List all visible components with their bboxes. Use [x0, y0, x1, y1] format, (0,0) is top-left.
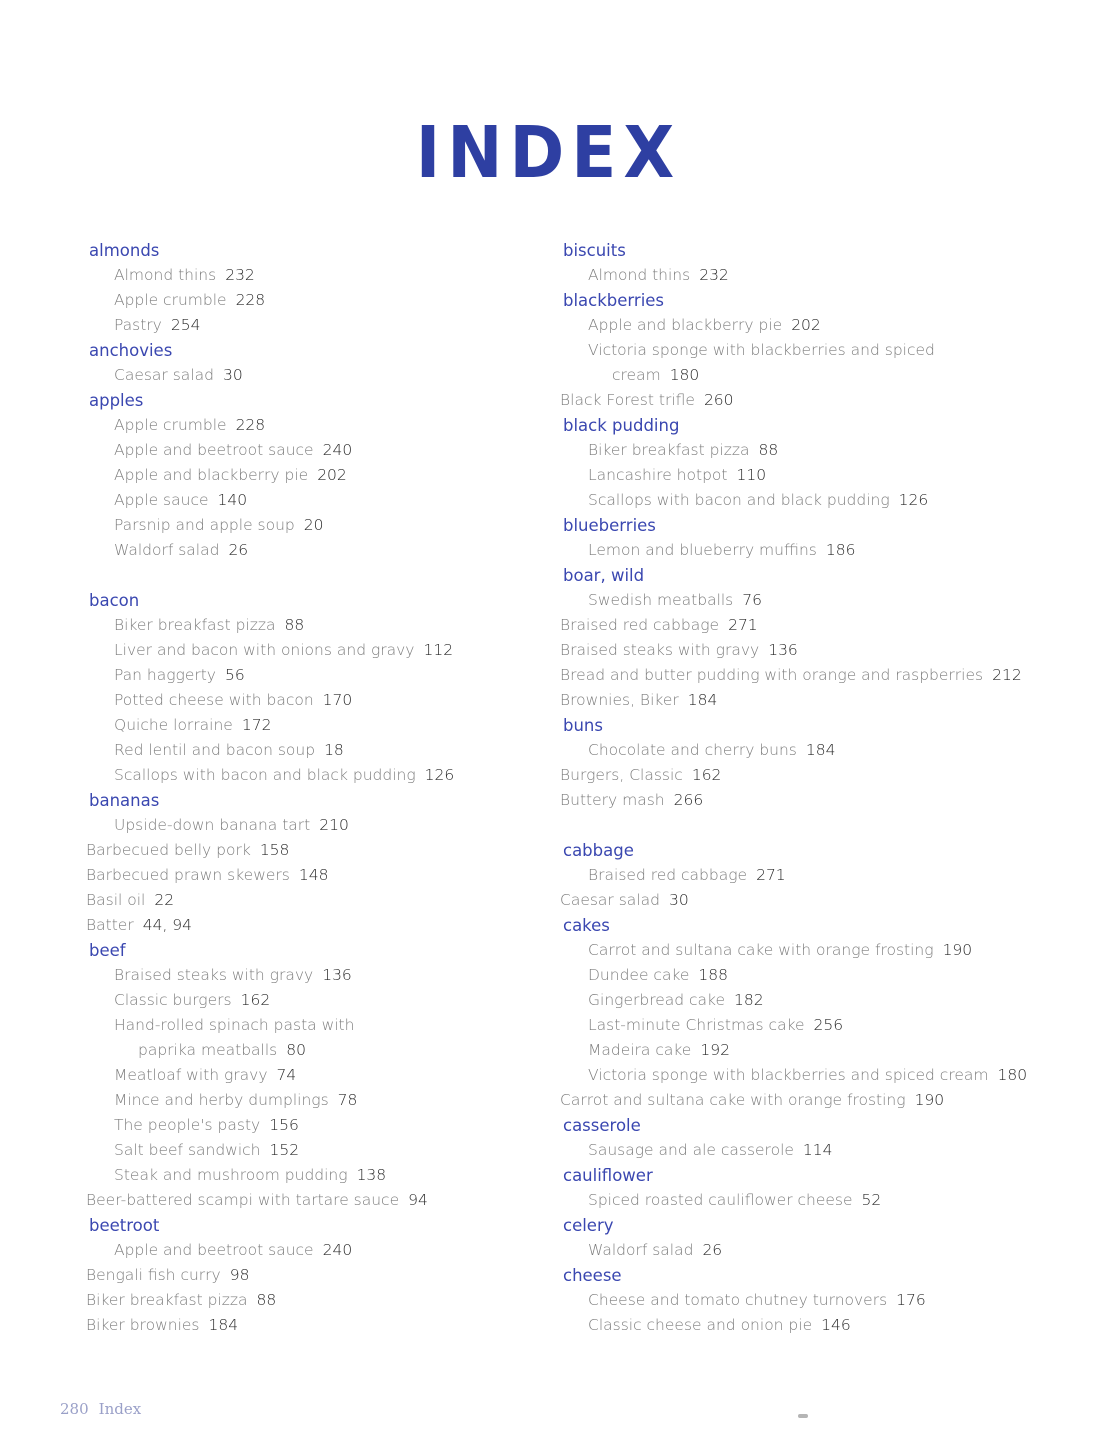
page-ref: 182 [734, 991, 764, 1009]
page-title: INDEX [415, 110, 682, 195]
index-subentry [86, 813, 516, 838]
entry-text: Carrot and sultana cake with orange frosting [560, 1091, 906, 1109]
index-entry [86, 863, 516, 888]
entry-text: Waldorf salad [588, 1241, 694, 1259]
index-subentry-continuation [560, 363, 1000, 388]
index-subentry [86, 688, 516, 713]
index-subentry [86, 763, 516, 788]
page-ref: 136 [322, 966, 352, 984]
index-subentry [560, 963, 1000, 988]
page-ref: 192 [700, 1041, 730, 1059]
index-subentry [86, 488, 516, 513]
index-subentry [86, 463, 516, 488]
entry-text: Upside-down banana tart [114, 816, 311, 834]
index-entry [560, 613, 1000, 638]
entry-text: Liver and bacon with onions and gravy [114, 641, 415, 659]
index-subentry [560, 338, 1000, 363]
index-subentry [560, 488, 1000, 513]
page-ref: 76 [742, 591, 762, 609]
page-ref: 126 [898, 491, 929, 509]
index-subentry [86, 988, 516, 1013]
index-subentry [86, 613, 516, 638]
index-heading [560, 1163, 1000, 1188]
page-ref: 271 [728, 616, 758, 634]
index-heading [560, 413, 1000, 438]
index-subentry [560, 863, 1000, 888]
index-subentry [560, 1238, 1000, 1263]
index-heading [560, 563, 1000, 588]
entry-text: Caesar salad [114, 366, 214, 384]
entry-text: Caesar salad [560, 891, 660, 909]
index-subentry [86, 963, 516, 988]
entry-text: Madeira cake [588, 1041, 692, 1059]
page-ref: 88 [284, 616, 305, 634]
entry-text: Almond thins [114, 266, 217, 284]
entry-text: Braised red cabbage [560, 616, 720, 634]
entry-text: Braised red cabbage [588, 866, 748, 884]
index-subentry [86, 1163, 516, 1188]
index-subentry [560, 1063, 1028, 1088]
entry-text: Biker brownies [86, 1316, 200, 1334]
page-ref: 188 [698, 966, 728, 984]
index-entry [86, 888, 516, 913]
page-ref: 158 [259, 841, 290, 859]
index-entry [560, 788, 1000, 813]
entry-text: Apple and beetroot sauce [114, 1241, 314, 1259]
page-ref: 266 [673, 791, 704, 809]
index-subentry [560, 1313, 1000, 1338]
index-heading [86, 1213, 516, 1238]
index-subentry [86, 1138, 516, 1163]
entry-text: Quiche lorraine [114, 716, 233, 734]
index-entry [86, 1263, 516, 1288]
page-ref: 162 [691, 766, 722, 784]
section-gap [86, 563, 516, 588]
entry-text: biscuits [563, 241, 626, 260]
page-ref: 126 [424, 766, 455, 784]
entry-text: Pastry [114, 316, 162, 334]
index-subentry [560, 538, 1000, 563]
page-ref: 156 [269, 1116, 299, 1134]
entry-text: Scallops with bacon and black pudding [114, 766, 416, 784]
entry-text: cabbage [563, 841, 634, 860]
index-heading [86, 238, 516, 263]
index-column-right [560, 238, 1028, 1338]
entry-text: bananas [89, 791, 160, 810]
index-subentry [560, 1038, 1000, 1063]
index-heading [560, 513, 1000, 538]
index-subentry [86, 713, 516, 738]
entry-text: Meatloaf with gravy [114, 1066, 268, 1084]
index-heading [86, 938, 516, 963]
index-heading [560, 1213, 1000, 1238]
entry-text: blueberries [563, 516, 656, 535]
entry-text: blackberries [563, 291, 665, 310]
entry-text: Swedish meatballs [588, 591, 734, 609]
index-heading [560, 288, 1000, 313]
index-subentry [560, 1288, 1000, 1313]
page-ref: 186 [825, 541, 856, 559]
page-ref: 184 [687, 691, 718, 709]
entry-text: cheese [563, 1266, 622, 1285]
page-ref: 240 [322, 1241, 353, 1259]
index-entry [560, 663, 1022, 688]
index-entry [560, 388, 1000, 413]
page-ref: 30 [668, 891, 689, 909]
index-subentry [560, 738, 1000, 763]
page-ref: 212 [992, 666, 1022, 684]
index-subentry [560, 263, 1000, 288]
entry-text: Salt beef sandwich [114, 1141, 261, 1159]
footer-label: Index [98, 1400, 142, 1418]
entry-text: Beer-battered scampi with tartare sauce [86, 1191, 400, 1209]
entry-text: Pan haggerty [114, 666, 216, 684]
page-ref: 184 [208, 1316, 239, 1334]
page-ref: 112 [423, 641, 454, 659]
entry-text: beetroot [89, 1216, 160, 1235]
page-ref: 210 [319, 816, 349, 834]
entry-text: Carrot and sultana cake with orange frosting [588, 941, 934, 959]
entry-text: Victoria sponge with blackberries and spiced [588, 341, 935, 359]
entry-text: Bengali fish curry [86, 1266, 221, 1284]
page-ref: 98 [229, 1266, 250, 1284]
entry-text: Bread and butter pudding with orange and raspberries [560, 666, 984, 684]
page-ref: 136 [768, 641, 798, 659]
entry-text: Sausage and ale casserole [588, 1141, 794, 1159]
index-subentry [560, 463, 1000, 488]
page-ref: 240 [322, 441, 353, 459]
page-ref: 180 [997, 1066, 1028, 1084]
index-subentry [86, 738, 516, 763]
index-subentry [86, 1113, 516, 1138]
page-ref: 232 [225, 266, 255, 284]
index-subentry [86, 288, 516, 313]
entry-text: Victoria sponge with blackberries and spiced cream [588, 1066, 989, 1084]
entry-text: Braised steaks with gravy [560, 641, 760, 659]
entry-text: Brownies, Biker [560, 691, 679, 709]
index-heading [560, 238, 1000, 263]
entry-text: black pudding [563, 416, 680, 435]
index-heading [86, 588, 516, 613]
entry-text: Apple and blackberry pie [114, 466, 309, 484]
entry-text: Apple and blackberry pie [588, 316, 783, 334]
page-ref: 110 [736, 466, 767, 484]
index-column-left [86, 238, 516, 1338]
entry-text: cauliflower [563, 1166, 653, 1185]
entry-text: The people's pasty [114, 1116, 261, 1134]
entry-text: bacon [89, 591, 140, 610]
entry-text: Apple and beetroot sauce [114, 441, 314, 459]
index-heading [86, 788, 516, 813]
entry-text: Steak and mushroom pudding [114, 1166, 348, 1184]
entry-text: casserole [563, 1116, 641, 1135]
entry-text: Biker breakfast pizza [588, 441, 750, 459]
entry-text: Almond thins [588, 266, 691, 284]
index-subentry [86, 638, 516, 663]
entry-text: Mince and herby dumplings [114, 1091, 329, 1109]
page-ref: 78 [337, 1091, 358, 1109]
page-ref: 20 [303, 516, 324, 534]
page-ref: 114 [802, 1141, 833, 1159]
page-ref: 202 [791, 316, 821, 334]
page-ref: 148 [298, 866, 329, 884]
page-ref: 256 [813, 1016, 844, 1034]
page-ref: 271 [756, 866, 786, 884]
index-subentry-continuation [86, 1038, 516, 1063]
index-subentry [560, 1013, 1000, 1038]
entry-text: almonds [89, 241, 160, 260]
entry-text: Buttery mash [560, 791, 665, 809]
page-ref: 180 [669, 366, 700, 384]
index-subentry [560, 588, 1000, 613]
page-ref: 94 [408, 1191, 428, 1209]
entry-text: Apple crumble [114, 291, 227, 309]
entry-text: cream [612, 366, 661, 384]
page-ref: 254 [170, 316, 201, 334]
page-ref: 162 [240, 991, 271, 1009]
page-ref: 232 [699, 266, 729, 284]
entry-text: Biker breakfast pizza [86, 1291, 248, 1309]
page-ref: 172 [241, 716, 272, 734]
entry-text: Potted cheese with bacon [114, 691, 314, 709]
page-ref: 184 [805, 741, 836, 759]
page-ref: 52 [861, 1191, 882, 1209]
page-ref: 140 [217, 491, 248, 509]
index-heading [560, 1263, 1000, 1288]
entry-text: Lemon and blueberry muffins [588, 541, 817, 559]
page-ref: 138 [356, 1166, 387, 1184]
page-ref: 88 [758, 441, 779, 459]
index-subentry [560, 438, 1000, 463]
index-entry [560, 763, 1000, 788]
index-subentry [560, 938, 1000, 963]
page-ref: 228 [235, 291, 266, 309]
page-ref: 176 [896, 1291, 926, 1309]
index-heading [560, 838, 1000, 863]
entry-text: Red lentil and bacon soup [114, 741, 316, 759]
page-ref: 26 [702, 1241, 723, 1259]
page-footer [60, 1400, 141, 1418]
entry-text: Braised steaks with gravy [114, 966, 314, 984]
index-subentry [86, 663, 516, 688]
entry-text: Cheese and tomato chutney turnovers [588, 1291, 888, 1309]
entry-text: Scallops with bacon and black pudding [588, 491, 890, 509]
index-subentry [86, 1088, 516, 1113]
index-subentry [86, 538, 516, 563]
entry-text: Gingerbread cake [588, 991, 726, 1009]
entry-text: Apple sauce [114, 491, 209, 509]
index-subentry [86, 1013, 516, 1038]
page-ref: 18 [324, 741, 344, 759]
entry-text: Dundee cake [588, 966, 690, 984]
page-ref: 146 [821, 1316, 851, 1334]
index-entry [86, 1188, 516, 1213]
index-heading [560, 713, 1000, 738]
index-subentry [86, 363, 516, 388]
page-ref: 56 [224, 666, 245, 684]
page-ref: 22 [154, 891, 175, 909]
entry-text: paprika meatballs [138, 1041, 278, 1059]
index-subentry [86, 1238, 516, 1263]
index-subentry [86, 513, 516, 538]
entry-text: Lancashire hotpot [588, 466, 728, 484]
entry-text: Waldorf salad [114, 541, 220, 559]
entry-text: Basil oil [86, 891, 146, 909]
page-ref: 152 [269, 1141, 300, 1159]
entry-text: Biker breakfast pizza [114, 616, 276, 634]
entry-text: Parsnip and apple soup [114, 516, 295, 534]
index-subentry [560, 313, 1000, 338]
entry-text: Last-minute Christmas cake [588, 1016, 805, 1034]
entry-text: Batter [86, 916, 134, 934]
page-ref: 190 [942, 941, 973, 959]
entry-text: Chocolate and cherry buns [588, 741, 797, 759]
index-heading [560, 1113, 1000, 1138]
section-gap [560, 813, 1000, 838]
entry-text: Burgers, Classic [560, 766, 683, 784]
entry-text: celery [563, 1216, 614, 1235]
index-subentry [86, 313, 516, 338]
page-ref: 202 [317, 466, 347, 484]
page-number: 280 [60, 1400, 89, 1418]
entry-text: boar, wild [563, 566, 645, 585]
index-entry [86, 913, 516, 938]
page-ref: 170 [322, 691, 353, 709]
entry-text: Barbecued belly pork [86, 841, 251, 859]
index-heading [86, 388, 516, 413]
entry-text: Hand-rolled spinach pasta with [114, 1016, 355, 1034]
index-subentry [560, 988, 1000, 1013]
index-heading [86, 338, 516, 363]
index-entry [560, 888, 1000, 913]
page-ref: 190 [914, 1091, 945, 1109]
scan-speck [798, 1414, 808, 1418]
index-subentry [86, 413, 516, 438]
page-ref: 30 [222, 366, 243, 384]
index-subentry [86, 1063, 516, 1088]
page-ref: 44, 94 [142, 916, 193, 934]
entry-text: Classic burgers [114, 991, 232, 1009]
entry-text: Spiced roasted cauliflower cheese [588, 1191, 853, 1209]
entry-text: apples [89, 391, 144, 410]
page-ref: 260 [703, 391, 734, 409]
entry-text: Barbecued prawn skewers [86, 866, 290, 884]
index-entry [86, 1313, 516, 1338]
index-entry [560, 638, 1000, 663]
index-subentry [560, 1188, 1000, 1213]
entry-text: anchovies [89, 341, 173, 360]
entry-text: buns [563, 716, 603, 735]
page-ref: 228 [235, 416, 266, 434]
index-entry [560, 1088, 1000, 1113]
entry-text: Classic cheese and onion pie [588, 1316, 813, 1334]
entry-text: cakes [563, 916, 610, 935]
entry-text: beef [89, 941, 126, 960]
page-ref: 88 [256, 1291, 277, 1309]
index-heading [560, 913, 1000, 938]
index-entry [560, 688, 1000, 713]
page-ref: 80 [286, 1041, 306, 1059]
index-subentry [560, 1138, 1000, 1163]
index-subentry [86, 263, 516, 288]
index-subentry [86, 438, 516, 463]
entry-text: Black Forest trifle [560, 391, 695, 409]
page-ref: 74 [276, 1066, 297, 1084]
index-entry [86, 838, 516, 863]
index-entry [86, 1288, 516, 1313]
page-ref: 26 [228, 541, 249, 559]
entry-text: Apple crumble [114, 416, 227, 434]
